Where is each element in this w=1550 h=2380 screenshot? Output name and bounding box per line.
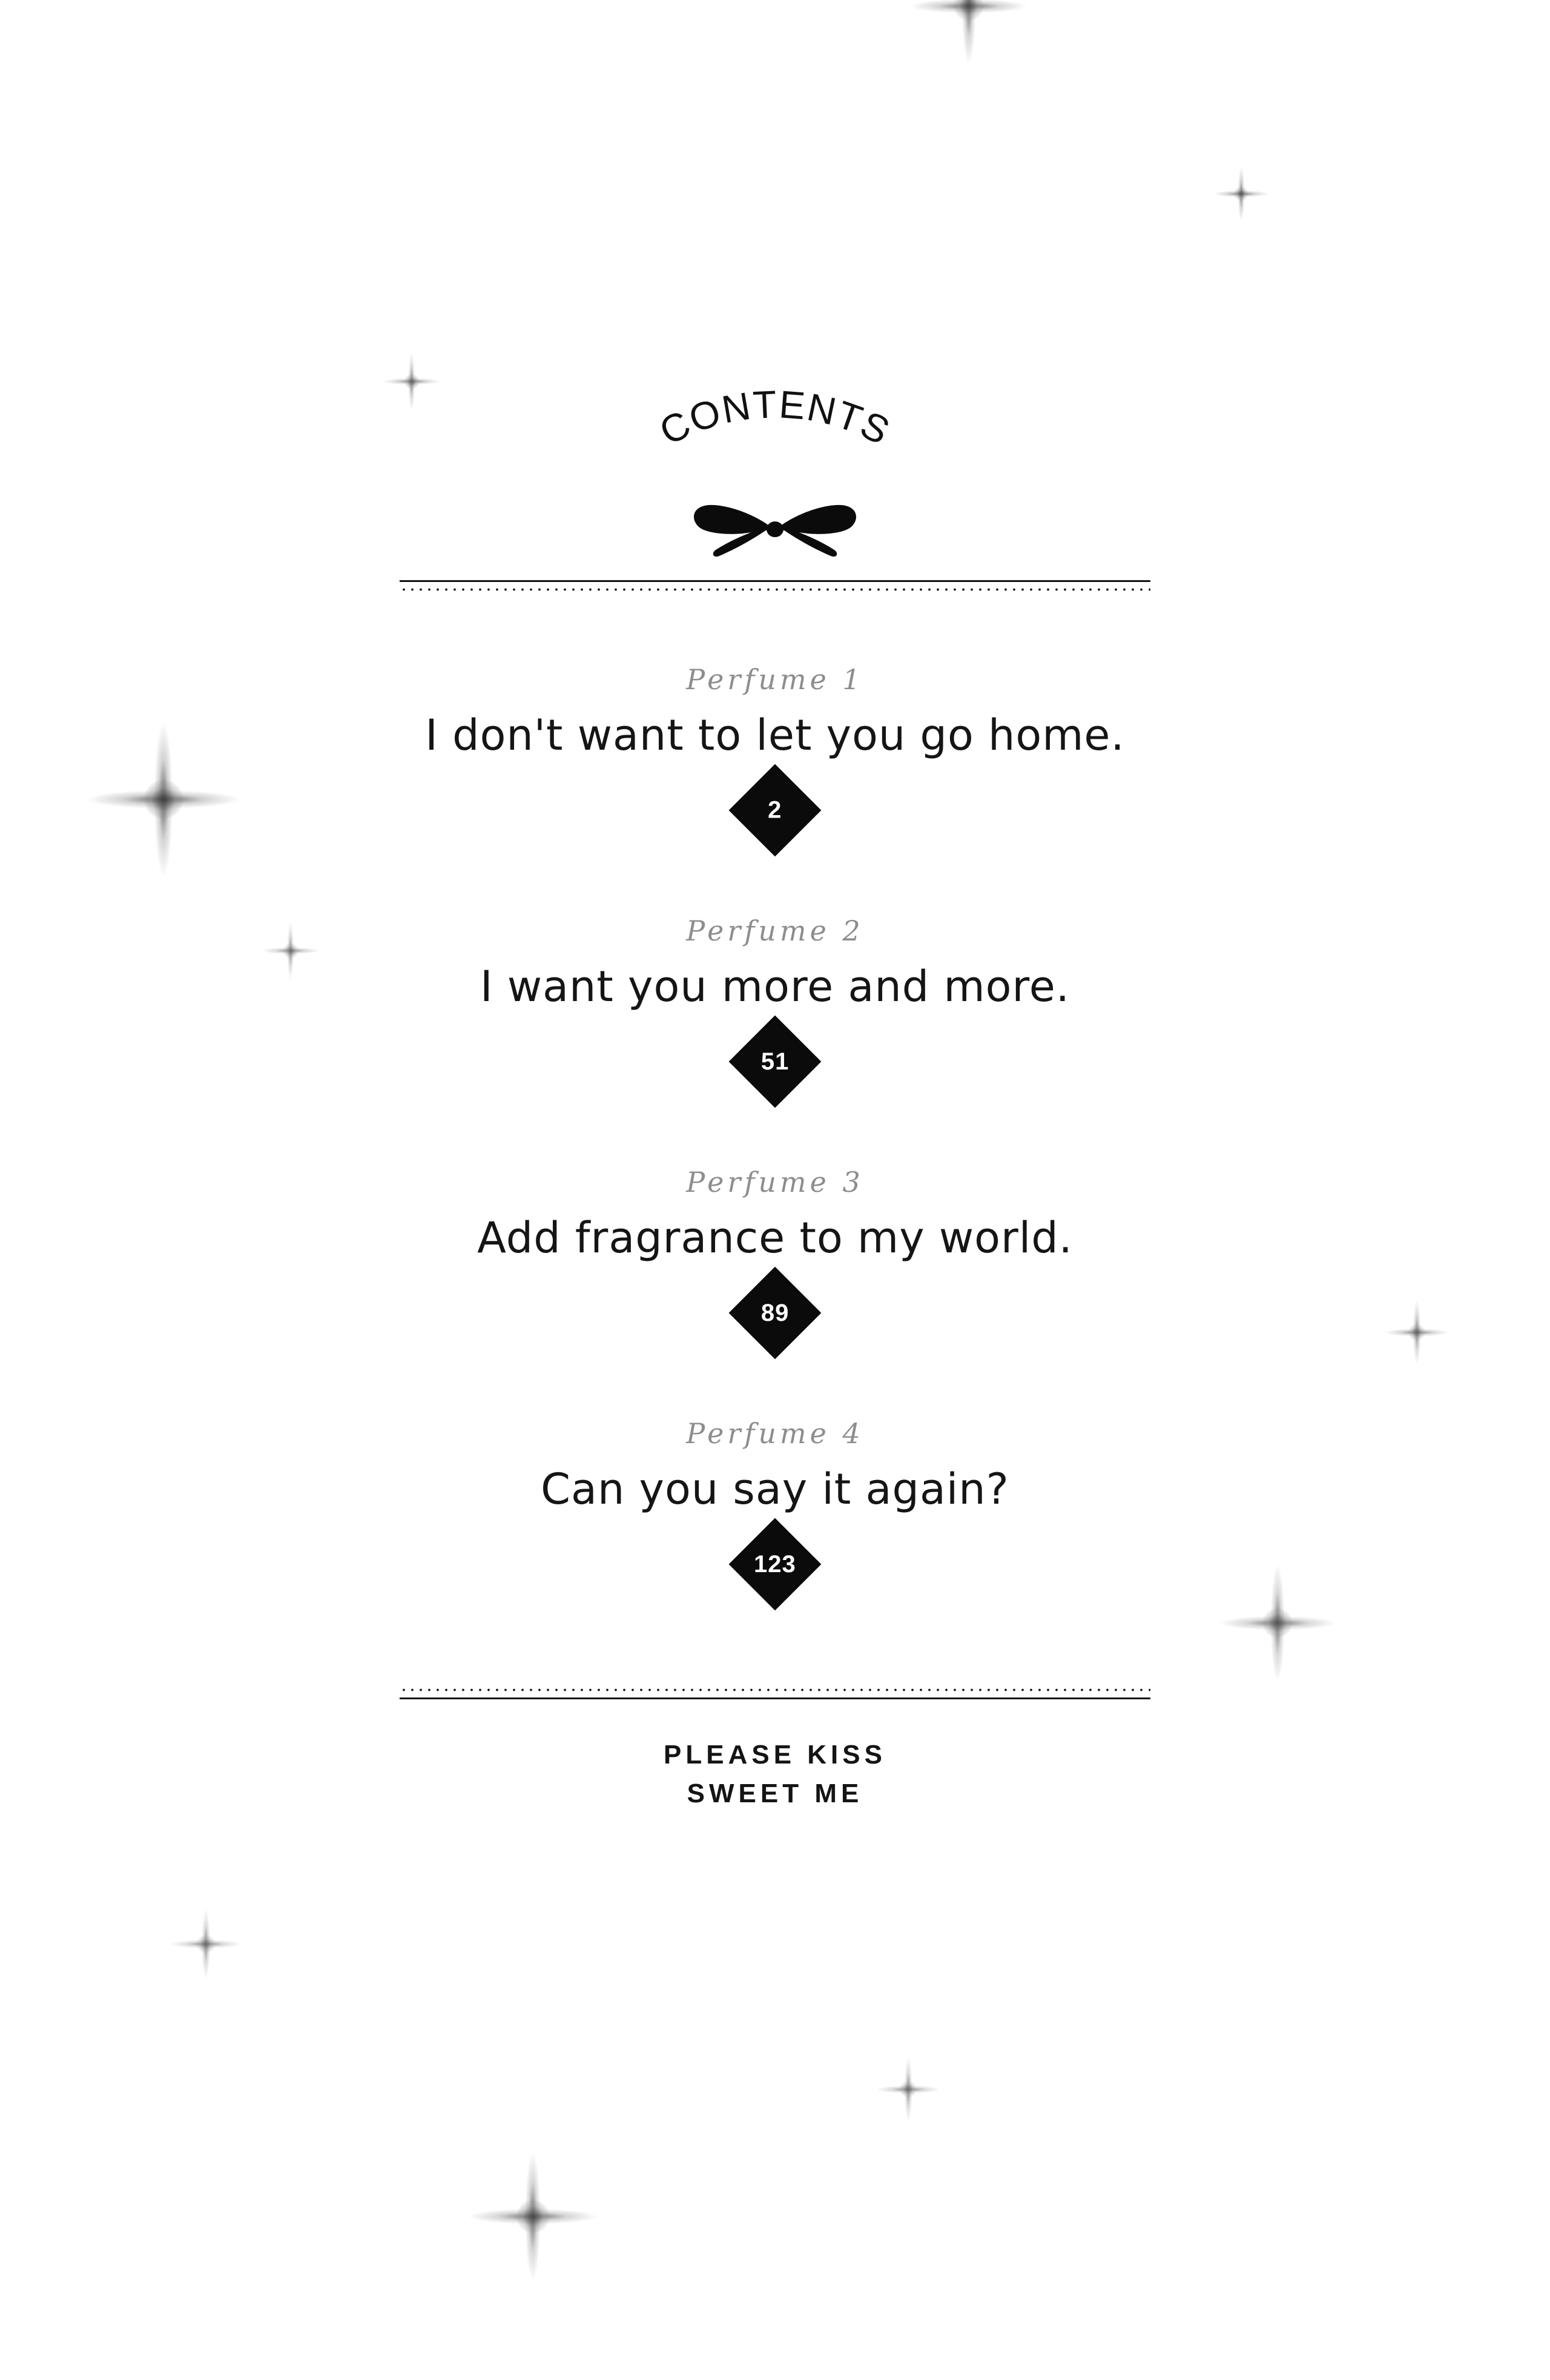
contents-block — [381, 388, 1169, 1813]
list-item[interactable] — [381, 916, 1169, 1094]
imprint-title — [381, 1736, 1169, 1813]
page-number-badge[interactable] — [729, 1267, 822, 1360]
divider-dotted-line — [400, 1688, 1150, 1692]
entry-title: Add fragrance to my world. — [477, 1212, 1073, 1263]
page-number-badge[interactable] — [729, 1518, 822, 1611]
page-number-badge[interactable] — [729, 1016, 822, 1108]
contents-heading-text: CONTENTS — [653, 388, 898, 454]
entry-title: Can you say it again? — [541, 1464, 1009, 1514]
divider-dotted-line — [400, 587, 1150, 592]
entry-kicker: Perfume 2 — [686, 914, 864, 948]
page-number-badge[interactable] — [729, 764, 822, 857]
top-divider — [400, 580, 1150, 592]
page-number-text: 89 — [760, 1300, 790, 1327]
svg-text:CONTENTS — [653, 388, 897, 454]
contents-entry-list — [381, 664, 1169, 1597]
list-item[interactable] — [381, 1418, 1169, 1597]
sparkle-star-icon — [911, 0, 1026, 64]
entry-kicker: Perfume 3 — [686, 1166, 864, 1199]
sparkle-star-icon — [171, 1909, 241, 1979]
page-number-text: 51 — [760, 1048, 790, 1076]
bottom-divider — [400, 1688, 1150, 1699]
sparkle-star-icon — [1385, 1301, 1449, 1364]
bow-ribbon-icon — [684, 491, 866, 569]
sparkle-star-icon — [469, 2153, 596, 2280]
page-number-text: 2 — [768, 797, 782, 824]
divider-solid-line — [400, 580, 1150, 582]
imprint-line-1: PLEASE KISS — [664, 1740, 886, 1770]
entry-kicker: Perfume 4 — [686, 1417, 864, 1450]
page-number-text: 123 — [754, 1551, 796, 1578]
entry-title: I don't want to let you go home. — [425, 710, 1125, 760]
sparkle-star-icon — [88, 724, 239, 875]
sparkle-star-icon — [877, 2058, 940, 2121]
divider-solid-line — [400, 1697, 1150, 1699]
list-item[interactable] — [381, 1167, 1169, 1346]
imprint-line-2: SWEET ME — [687, 1779, 863, 1809]
sparkle-star-icon — [1214, 167, 1268, 221]
list-item[interactable] — [381, 664, 1169, 843]
entry-kicker: Perfume 1 — [686, 663, 864, 696]
sparkle-star-icon — [262, 922, 320, 980]
sparkle-star-icon — [1220, 1565, 1335, 1681]
entry-title: I want you more and more. — [480, 961, 1070, 1011]
